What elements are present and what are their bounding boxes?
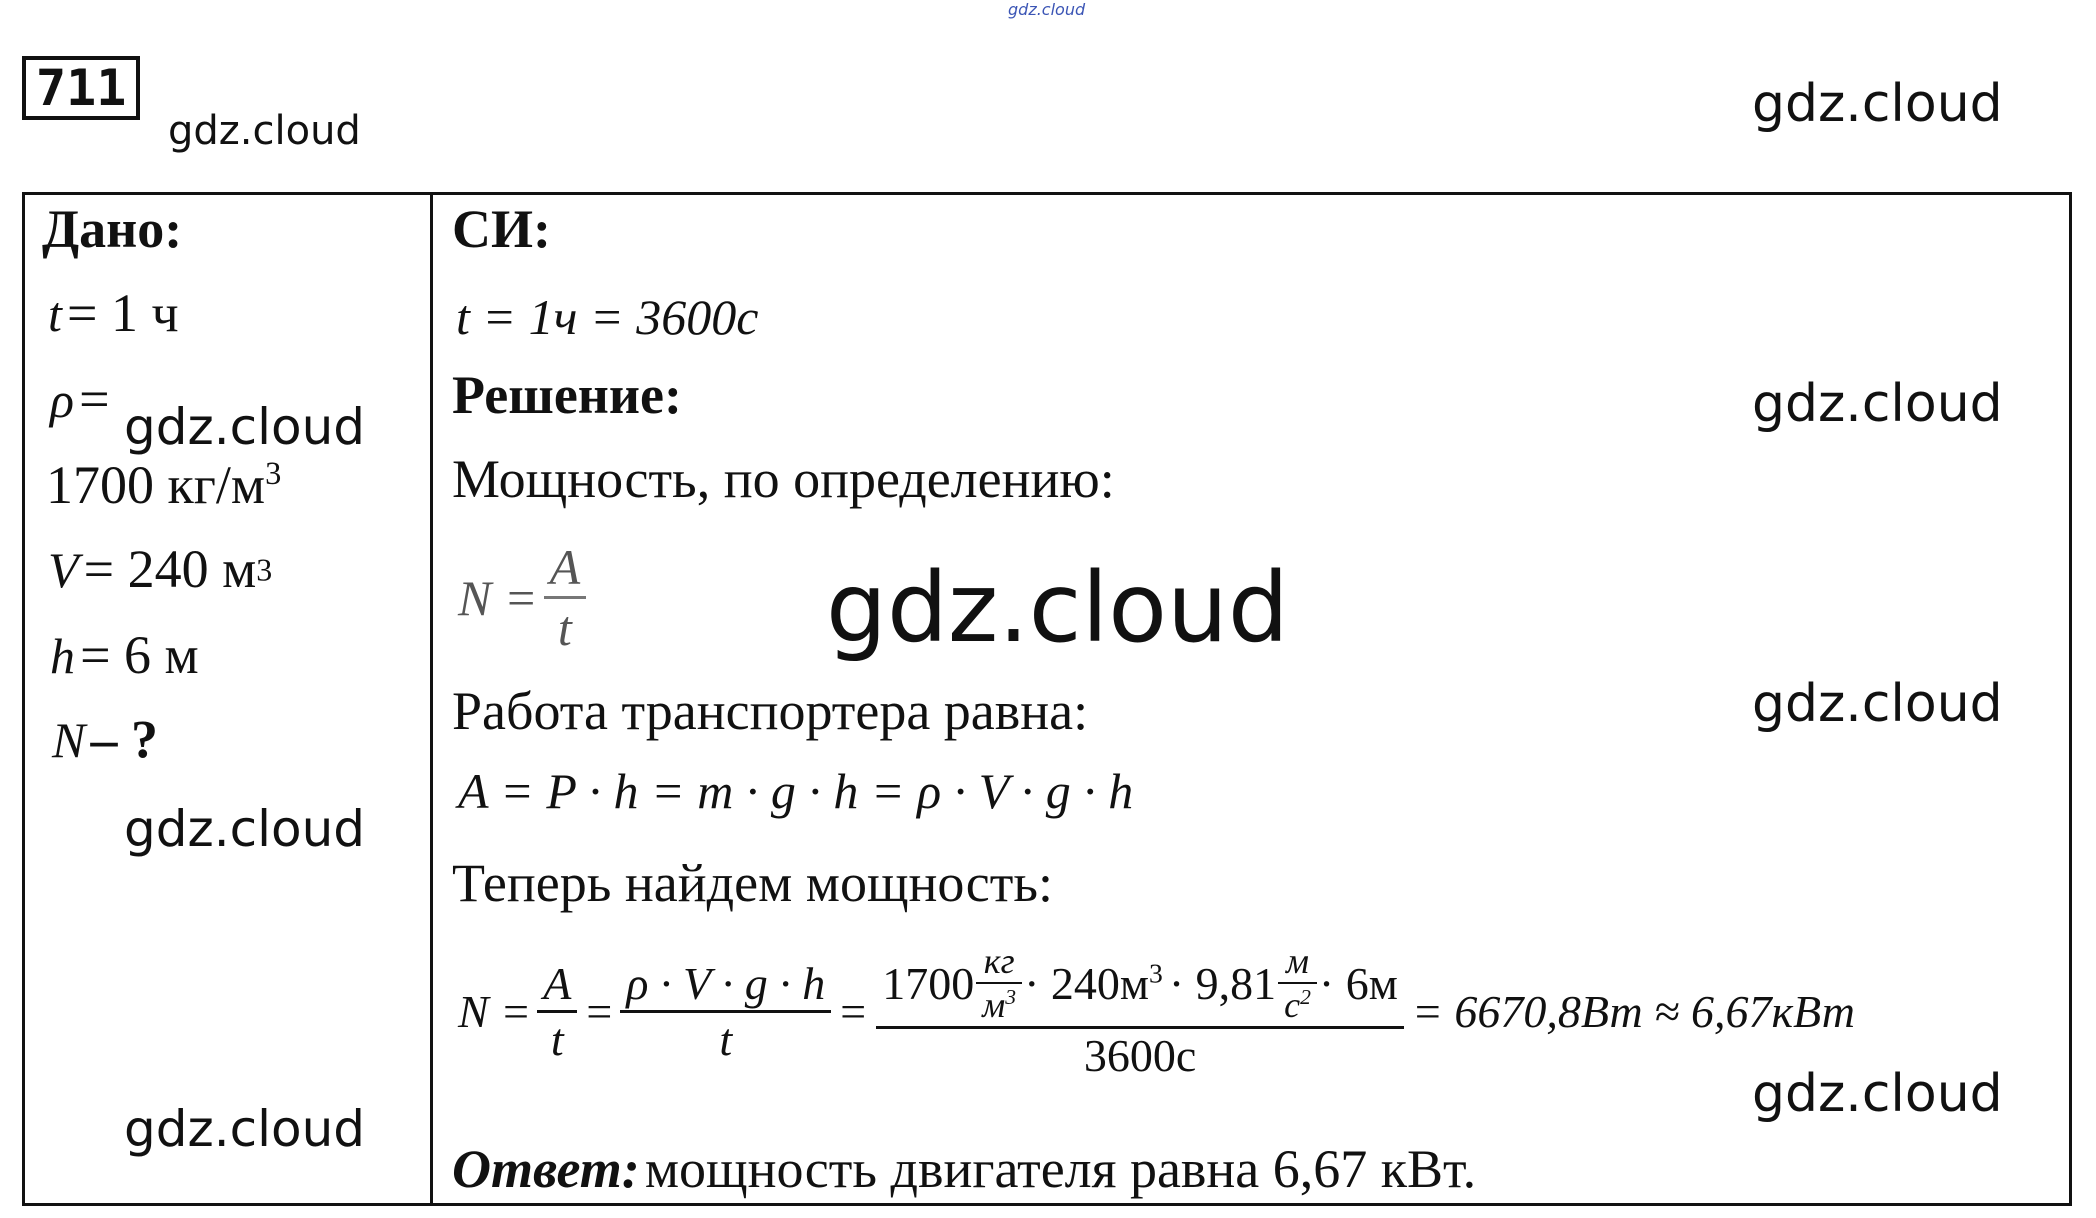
- solution-heading: Решение:: [452, 365, 682, 425]
- unit-m3: [976, 984, 1022, 1026]
- watermark-label: gdz.cloud: [168, 108, 361, 154]
- var-h: h: [50, 628, 75, 684]
- num-240: [1024, 957, 1163, 1010]
- num-6m: · 6м: [1318, 957, 1398, 1009]
- given-rho-eq: =: [79, 369, 110, 429]
- num-240-text: · 240м: [1024, 957, 1150, 1009]
- watermark-label: gdz.cloud: [1752, 74, 2003, 134]
- unit-c2-exp: 2: [1300, 985, 1311, 1009]
- formula1-num: A: [549, 539, 581, 595]
- watermark-label: gdz.cloud: [1752, 674, 2003, 734]
- formula3-big-fraction: [876, 940, 1404, 1082]
- V-exp: 3: [256, 551, 273, 588]
- si-heading: СИ:: [452, 199, 551, 259]
- num-981: · 9,81: [1168, 957, 1277, 1009]
- var-V: V: [48, 542, 79, 598]
- answer-text: мощность двигателя равна 6,67 кВт.: [644, 1139, 1477, 1199]
- formula-power-calculation: [458, 940, 1855, 1082]
- solution-line-2: Работа транспортера равна:: [452, 681, 1089, 741]
- watermark-label: gdz.cloud: [124, 398, 366, 456]
- eq1: =: [583, 985, 615, 1037]
- var-N: N: [52, 712, 86, 768]
- unit-m3-exp: 3: [1005, 985, 1017, 1009]
- unit-c: с: [1284, 985, 1301, 1025]
- num-240-exp: 3: [1149, 957, 1163, 989]
- var-t: t: [48, 286, 62, 342]
- f2-num: ρ · V · g · h: [626, 957, 826, 1009]
- eq2: =: [837, 985, 869, 1037]
- watermark-label: gdz.cloud: [1752, 1064, 2003, 1124]
- given-N: [52, 708, 158, 770]
- unit-m-c2: [1278, 940, 1317, 1026]
- given-t-value: = 1 ч: [67, 283, 179, 343]
- given-rho: [50, 368, 110, 430]
- unit-kg: кг: [983, 941, 1015, 981]
- unit-m: м: [982, 985, 1006, 1025]
- si-conversion: t = 1ч = 3600с: [456, 289, 759, 345]
- watermark-label: gdz.cloud: [124, 800, 366, 858]
- given-V-value: = 240 м: [83, 539, 257, 599]
- var-rho: ρ: [50, 372, 74, 428]
- given-rho-value: [46, 454, 281, 516]
- given-N-unknown: – ?: [90, 709, 158, 769]
- big-denominator: 3600с: [1083, 1030, 1197, 1081]
- f1-num: A: [543, 957, 572, 1009]
- watermark-label: gdz.cloud: [1752, 374, 2003, 434]
- given-heading: Дано:: [42, 199, 183, 259]
- given-t: [48, 282, 179, 344]
- formula-work: A = P · h = m · g · h = ρ · V · g · h: [458, 763, 1134, 819]
- formula3-frac1: [537, 957, 577, 1066]
- answer-label: Ответ:: [452, 1139, 640, 1199]
- solution-line-3: Теперь найдем мощность:: [452, 853, 1053, 913]
- unit-m2: м: [1286, 941, 1310, 981]
- solution-line-1: Мощность, по определению:: [452, 449, 1115, 509]
- watermark-label: gdz.cloud: [124, 1100, 366, 1158]
- formula1-fraction: [544, 538, 587, 657]
- formula1-lhs: N =: [458, 569, 538, 626]
- big-numerator: [876, 940, 1404, 1026]
- problem-number: 711: [22, 56, 140, 120]
- column-divider: [430, 192, 433, 1206]
- rho-exp: 3: [265, 456, 282, 492]
- f2-den: t: [719, 1013, 733, 1065]
- f1-den: t: [550, 1013, 564, 1065]
- answer-line: [452, 1138, 1476, 1200]
- given-h-value: = 6 м: [80, 625, 199, 685]
- formula-power-definition: [458, 538, 586, 657]
- formula1-den: t: [557, 600, 572, 656]
- given-h: [50, 624, 199, 686]
- top-watermark: gdz.cloud: [1008, 0, 1086, 19]
- num-1700: 1700: [882, 957, 975, 1009]
- formula3-result: = 6670,8Вт ≈ 6,67кВт: [1411, 985, 1855, 1037]
- unit-kg-m3: [976, 940, 1022, 1026]
- unit-c2: [1278, 984, 1317, 1026]
- formula3-frac2: [620, 957, 831, 1066]
- rho-value-text: 1700 кг/м: [46, 455, 266, 515]
- formula3-lhs: N =: [458, 985, 532, 1037]
- watermark-label-large: gdz.cloud: [826, 552, 1289, 664]
- given-V: [48, 538, 272, 600]
